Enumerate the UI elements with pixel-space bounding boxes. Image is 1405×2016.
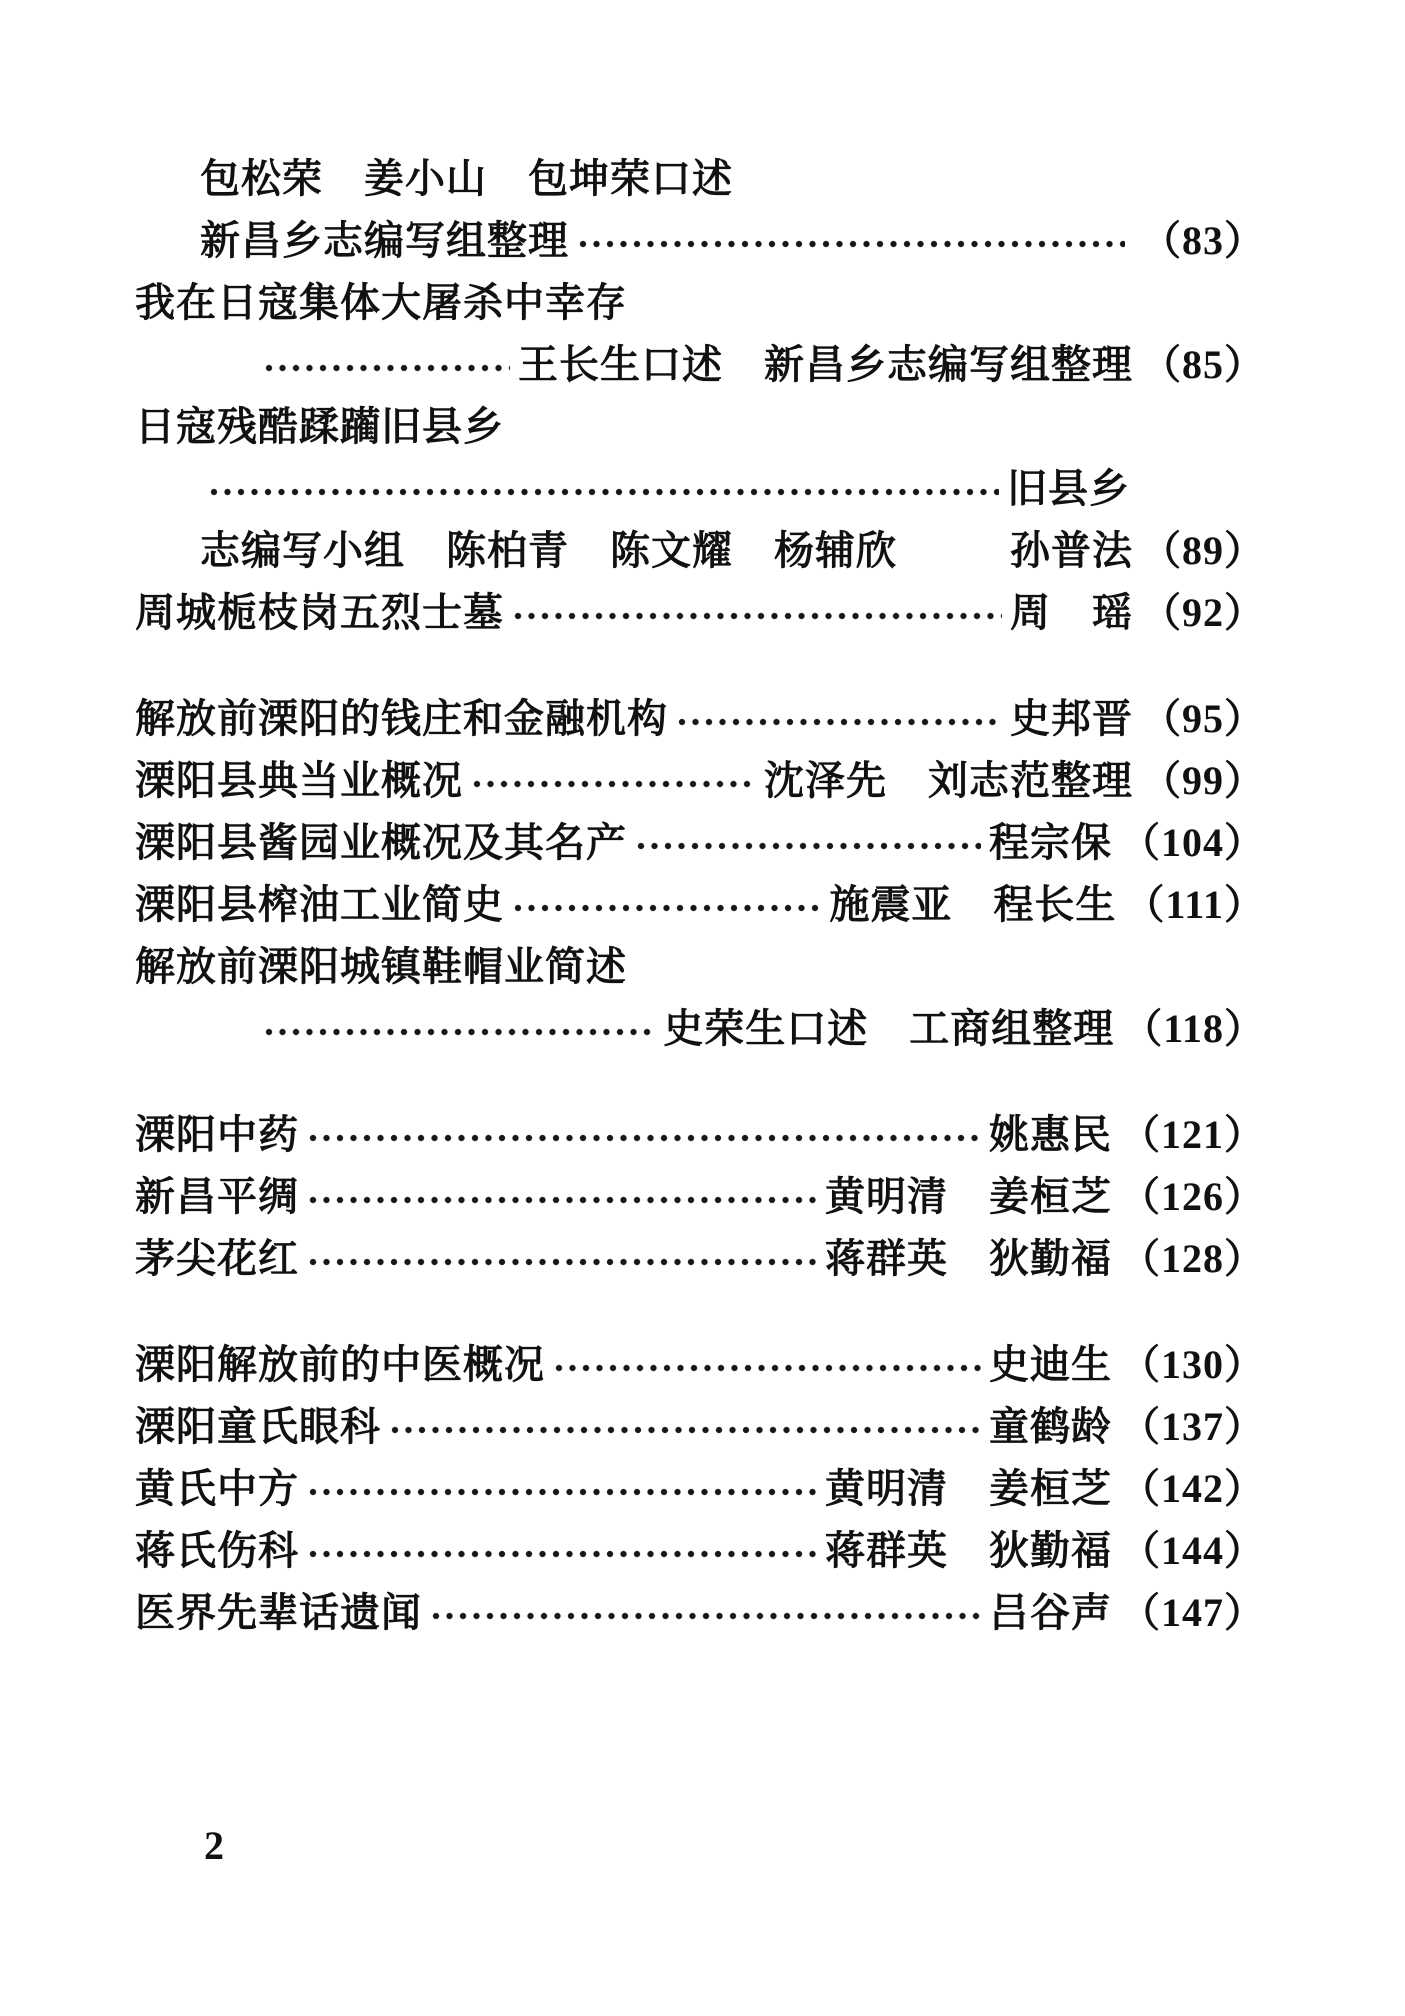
- toc-line: [135, 344, 1265, 386]
- page-ref: （121）: [1120, 1112, 1265, 1157]
- toc-line: [135, 1592, 1265, 1634]
- page-ref: （111）: [1124, 882, 1265, 927]
- toc-entry-text: 溧阳县酱园业概况及其名产: [135, 820, 627, 865]
- toc-entry-text: 周 瑶: [1010, 590, 1133, 635]
- toc-entry-text: 吕谷声: [989, 1590, 1112, 1635]
- page-ref: （137）: [1120, 1404, 1265, 1449]
- toc-entry-text: 沈泽先 刘志范整理: [764, 758, 1133, 803]
- toc-entry-text: 史荣生口述 工商组整理: [663, 1006, 1115, 1051]
- toc-line: [135, 1344, 1265, 1386]
- toc-section: [135, 698, 1265, 1050]
- page-ref: （95）: [1141, 696, 1265, 741]
- dot-leader: [430, 1610, 981, 1622]
- toc-entry-text: 史邦晋: [1010, 696, 1133, 741]
- toc-entry-text: 包松荣 姜小山 包坤荣口述: [200, 156, 733, 201]
- dot-leader: [577, 238, 1125, 250]
- page-ref: （89）: [1141, 528, 1265, 573]
- dot-leader: [471, 778, 756, 790]
- toc-entry-text: 解放前溧阳的钱庄和金融机构: [135, 696, 668, 741]
- toc-line: [135, 1530, 1265, 1572]
- dot-leader: [208, 486, 999, 498]
- page-ref: （130）: [1120, 1342, 1265, 1387]
- toc-entry-text: 医界先辈话遗闻: [135, 1590, 422, 1635]
- toc-entry-text: 周城栀枝岗五烈士墓: [135, 590, 504, 635]
- dot-leader: [553, 1362, 981, 1374]
- toc-entry-text: 溧阳县典当业概况: [135, 758, 463, 803]
- toc-line: [135, 220, 1265, 262]
- toc-entry-text: 溧阳县榨油工业简史: [135, 882, 504, 927]
- toc-entry-text: 解放前溧阳城镇鞋帽业简述: [135, 944, 627, 989]
- dot-leader: [263, 362, 510, 374]
- page-ref: （85）: [1141, 342, 1265, 387]
- dot-leader: [635, 840, 981, 852]
- toc-section: [135, 1114, 1265, 1280]
- toc: [135, 158, 1265, 1654]
- toc-entry-text: 茅尖花红: [135, 1236, 299, 1281]
- toc-entry-text: 溧阳童氏眼科: [135, 1404, 381, 1449]
- page-ref: （92）: [1141, 590, 1265, 635]
- toc-entry-text: 蒋群英 狄勤福: [825, 1528, 1112, 1573]
- page-ref: （83）: [1141, 218, 1265, 263]
- dot-leader: [307, 1486, 817, 1498]
- toc-line: [135, 530, 1265, 572]
- toc-entry-text: 志编写小组 陈柏青 陈文耀 杨辅欣: [200, 528, 897, 573]
- toc-line: [135, 1406, 1265, 1448]
- toc-entry-text: 新昌平绸: [135, 1174, 299, 1219]
- dot-leader: [307, 1194, 817, 1206]
- page-ref: （99）: [1141, 758, 1265, 803]
- toc-line: [135, 1238, 1265, 1280]
- toc-entry-text: 姚惠民: [989, 1112, 1112, 1157]
- page-ref: （147）: [1120, 1590, 1265, 1635]
- toc-entry-text: 黄明清 姜桓芝: [825, 1174, 1112, 1219]
- toc-line: [135, 158, 1265, 200]
- toc-line: [135, 406, 1265, 448]
- toc-line: [135, 760, 1265, 802]
- toc-entry-text: 日寇残酷蹂躏旧县乡: [135, 404, 504, 449]
- dot-leader: [389, 1424, 981, 1436]
- dot-leader: [263, 1026, 655, 1038]
- dot-leader: [676, 716, 1002, 728]
- toc-line: [135, 468, 1265, 510]
- page-number: 2: [204, 1823, 224, 1868]
- toc-line: [135, 1114, 1265, 1156]
- toc-line: [135, 1468, 1265, 1510]
- toc-line: [135, 822, 1265, 864]
- toc-line: [135, 592, 1265, 634]
- toc-line: [135, 946, 1265, 988]
- toc-entry-text: 溧阳解放前的中医概况: [135, 1342, 545, 1387]
- toc-entry-text: 蒋群英 狄勤福: [825, 1236, 1112, 1281]
- dot-leader: [307, 1132, 981, 1144]
- toc-entry-text: 我在日寇集体大屠杀中幸存: [135, 280, 627, 325]
- toc-entry-text: 蒋氏伤科: [135, 1528, 299, 1573]
- toc-entry-text: 溧阳中药: [135, 1112, 299, 1157]
- dot-leader: [512, 610, 1002, 622]
- toc-entry-text: 旧县乡: [1007, 466, 1130, 511]
- page-ref: （144）: [1120, 1528, 1265, 1573]
- toc-line: [135, 1176, 1265, 1218]
- toc-entry-text: 黄氏中方: [135, 1466, 299, 1511]
- toc-entry-text: 黄明清 姜桓芝: [825, 1466, 1112, 1511]
- dot-leader: [512, 902, 821, 914]
- toc-entry-text: 新昌乡志编写组整理: [200, 218, 569, 263]
- toc-line: [135, 282, 1265, 324]
- toc-entry-text: 童鹤龄: [989, 1404, 1112, 1449]
- toc-line: [135, 884, 1265, 926]
- toc-entry-text: 王长生口述 新昌乡志编写组整理: [518, 342, 1133, 387]
- page-ref: （142）: [1120, 1466, 1265, 1511]
- toc-section: [135, 1344, 1265, 1634]
- toc-entry-text: 施震亚 程长生: [829, 882, 1117, 927]
- page-ref: （104）: [1120, 820, 1265, 865]
- toc-entry-text: 孙普法: [1010, 528, 1133, 573]
- toc-entry-text: 程宗保: [989, 820, 1112, 865]
- page-ref: （118）: [1122, 1006, 1265, 1051]
- toc-section: [135, 158, 1265, 634]
- dot-leader: [307, 1256, 817, 1268]
- toc-line: [135, 698, 1265, 740]
- toc-line: [135, 1008, 1265, 1050]
- dot-leader: [307, 1548, 817, 1560]
- page-ref: （128）: [1120, 1236, 1265, 1281]
- toc-entry-text: 史迪生: [989, 1342, 1112, 1387]
- page-ref: （126）: [1120, 1174, 1265, 1219]
